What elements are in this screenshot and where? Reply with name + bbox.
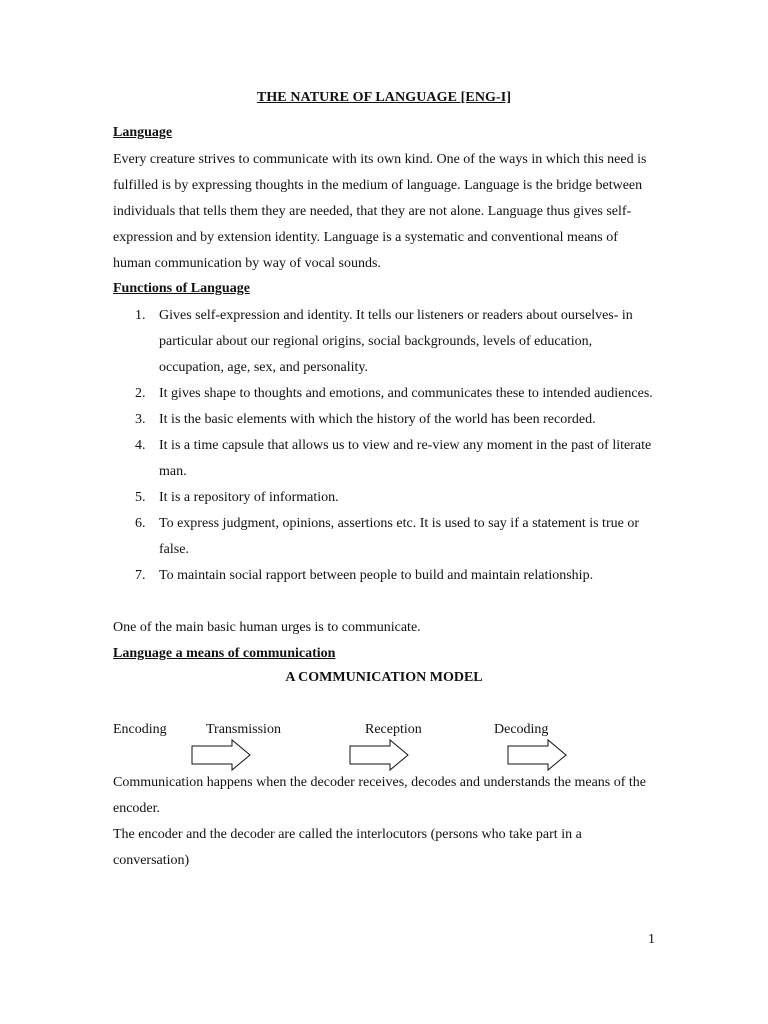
list-item [113, 511, 658, 563]
arrow-right-icon [190, 738, 252, 772]
document-title: THE NATURE OF LANGUAGE [ENG-I] [256, 90, 512, 105]
list-item-number: 1. [135, 308, 146, 323]
list-item-number: 5. [135, 490, 146, 505]
model-step-encoding: Encoding [113, 722, 167, 737]
model-step-decoding: Decoding [494, 722, 549, 737]
list-item [113, 407, 658, 433]
list-item [113, 563, 658, 589]
list-item [113, 381, 658, 407]
model-step-reception: Reception [365, 722, 422, 737]
model-heading: A COMMUNICATION MODEL [285, 670, 483, 685]
list-item-number: 2. [135, 386, 146, 401]
communication-paragraph-2: The encoder and the decoder are called the interlocutors (persons who take part in a conversation) [113, 827, 582, 868]
list-item [113, 433, 658, 485]
list-item-number: 6. [135, 516, 146, 531]
functions-closing: One of the main basic human urges is to communicate. [113, 620, 421, 635]
functions-heading: Functions of Language [113, 281, 250, 296]
communication-heading: Language a means of communication [113, 646, 336, 661]
language-paragraph: Every creature strives to communicate with its own kind. One of the ways in which this need is fulfilled is by expressing thoughts in the medium of language. Language is the bridge between individuals that tells them they are needed, that they are not alone. Language thus gives self-expression and by extension identity. Language is a systematic and conventional means of human communication by way of vocal sounds. [113, 152, 647, 271]
list-item [113, 303, 658, 381]
list-item-number: 7. [135, 568, 146, 583]
list-item-text: Gives self-expression and identity. It tells our listeners or readers about ourselves- in particular about our regional origins, social backgrounds, levels of education, occupation, age, sex, and personality. [159, 308, 633, 375]
arrow-right-icon [348, 738, 410, 772]
list-item-text: It gives shape to thoughts and emotions, and communicates these to intended audiences. [159, 386, 653, 401]
list-item-text: It is a time capsule that allows us to view and re-view any moment in the past of literate man. [159, 438, 652, 479]
list-item [113, 485, 658, 511]
list-item-text: To maintain social rapport between people to build and maintain relationship. [159, 568, 594, 583]
page-number: 1 [648, 932, 655, 947]
list-item-number: 4. [135, 438, 146, 453]
list-item-text: To express judgment, opinions, assertions etc. It is used to say if a statement is true or false. [159, 516, 639, 557]
functions-list [113, 303, 658, 589]
arrow-right-icon [506, 738, 568, 772]
communication-paragraph-1: Communication happens when the decoder receives, decodes and understands the means of the encoder. [113, 775, 646, 816]
model-step-transmission: Transmission [206, 722, 281, 737]
language-heading: Language [113, 125, 173, 140]
list-item-text: It is a repository of information. [159, 490, 339, 505]
list-item-text: It is the basic elements with which the history of the world has been recorded. [159, 412, 596, 427]
list-item-number: 3. [135, 412, 146, 427]
